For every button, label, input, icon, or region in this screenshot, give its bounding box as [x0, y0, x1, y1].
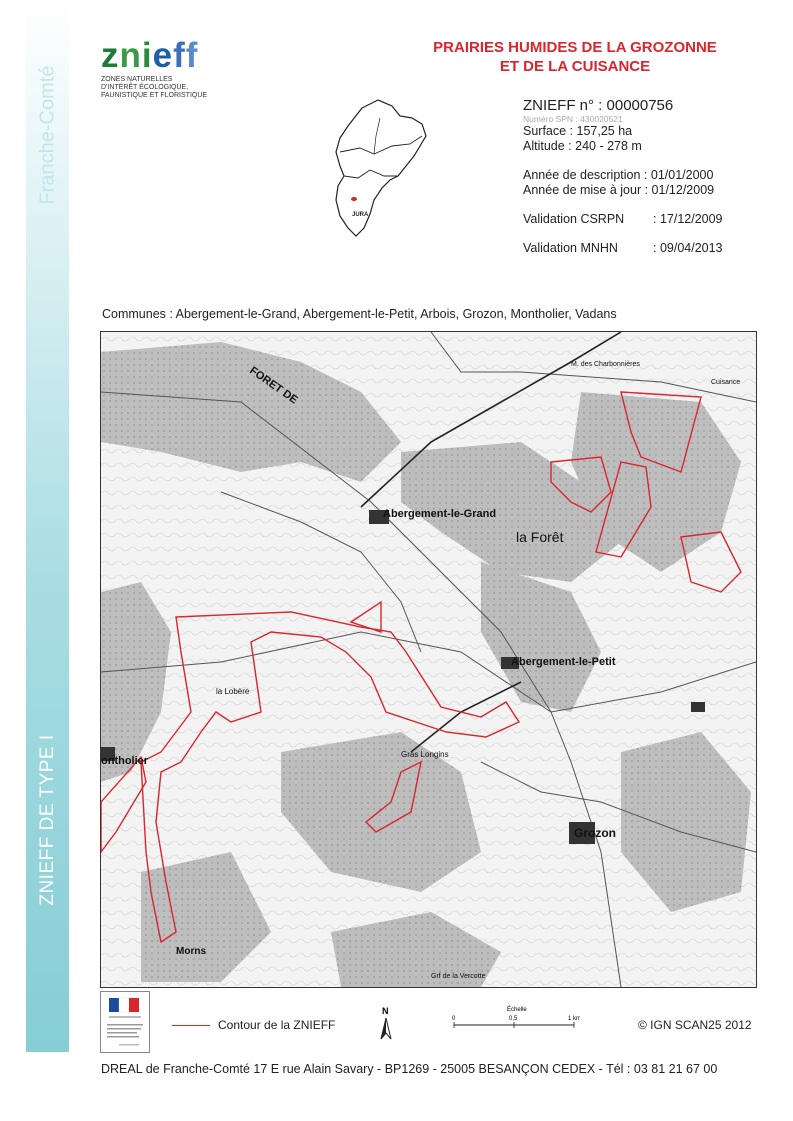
- label-charbonnieres: M. des Charbonnières: [571, 361, 640, 368]
- scale-0: 0: [452, 1016, 456, 1022]
- topo-map[interactable]: [100, 331, 757, 988]
- label-lobere: la Lobère: [216, 687, 250, 696]
- scale-title: Échelle: [507, 1007, 527, 1013]
- mnhn-label: Validation MNHN: [523, 241, 618, 255]
- label-aber-petit: Abergement-le-Petit: [511, 656, 616, 668]
- csrpn-label: Validation CSRPN: [523, 212, 625, 226]
- label-cuisance: Cuisance: [711, 379, 741, 386]
- logo-line2: D'INTÉRÊT ÉCOLOGIQUE,: [101, 84, 189, 91]
- scale-05: 0,5: [509, 1016, 518, 1022]
- footer-address: DREAL de Franche-Comté 17 E rue Alain Savary - BP1269 - 25005 BESANÇON CEDEX - Tél : 03 81 21 67 00: [101, 1062, 718, 1076]
- legend: [100, 991, 757, 1051]
- locator-map: [330, 96, 440, 246]
- contour-swatch: [172, 1025, 210, 1026]
- sidebar-region: Franche-Comté: [36, 65, 58, 205]
- logo-line3: FAUNISTIQUE ET FLORISTIQUE: [101, 92, 208, 99]
- title-line2: ET DE LA CUISANCE: [499, 58, 651, 75]
- page-title: [360, 38, 790, 76]
- spn-number: Numéro SPN : 430020521: [523, 114, 623, 124]
- update-year: Année de mise à jour : 01/12/2009: [523, 183, 715, 197]
- label-longins: Gras Longins: [401, 750, 449, 759]
- mnhn-value: : 09/04/2013: [653, 241, 723, 255]
- label-montholier: ontholier: [101, 755, 149, 767]
- mnhn-validation: [523, 241, 723, 256]
- north-label: N: [382, 1006, 389, 1016]
- contour-legend-label: Contour de la ZNIEFF: [218, 1018, 336, 1032]
- znieff-info: [523, 97, 723, 256]
- label-morns: Morns: [176, 946, 206, 957]
- label-grozon: Grozon: [574, 826, 616, 840]
- communes: Communes : Abergement-le-Grand, Abergement-le-Petit, Arbois, Grozon, Montholier, Vadans: [102, 307, 617, 321]
- csrpn-validation: [523, 212, 723, 227]
- altitude: Altitude : 240 - 278 m: [523, 139, 642, 153]
- logo-subtitle: [101, 76, 231, 100]
- csrpn-value: : 17/12/2009: [653, 212, 723, 226]
- znieff-logo: [101, 38, 231, 100]
- copyright: © IGN SCAN25 2012: [638, 1018, 752, 1032]
- logo-line1: ZONES NATURELLES: [101, 76, 173, 83]
- znieff-number: ZNIEFF n° : 00000756: [523, 97, 674, 114]
- label-aber-grand: Abergement-le-Grand: [383, 508, 497, 520]
- surface: Surface : 157,25 ha: [523, 124, 633, 138]
- logo-word: znieff: [101, 36, 199, 75]
- description-year: Année de description : 01/01/2000: [523, 168, 714, 182]
- scale-1: 1 km: [568, 1016, 580, 1022]
- scale-bar: [450, 1001, 580, 1041]
- label-foret: la Forêt: [516, 529, 564, 545]
- sidebar-type: ZNIEFF DE TYPE I: [36, 734, 58, 906]
- label-foret-de: FORET DE: [247, 364, 300, 407]
- north-arrow-icon: [378, 1005, 394, 1041]
- republique-logo: [100, 991, 150, 1053]
- locator-label: JURA: [352, 212, 369, 218]
- title-line1: PRAIRIES HUMIDES DE LA GROZONNE: [433, 39, 717, 56]
- label-vercotte: Grf de la Vercotte: [431, 973, 486, 980]
